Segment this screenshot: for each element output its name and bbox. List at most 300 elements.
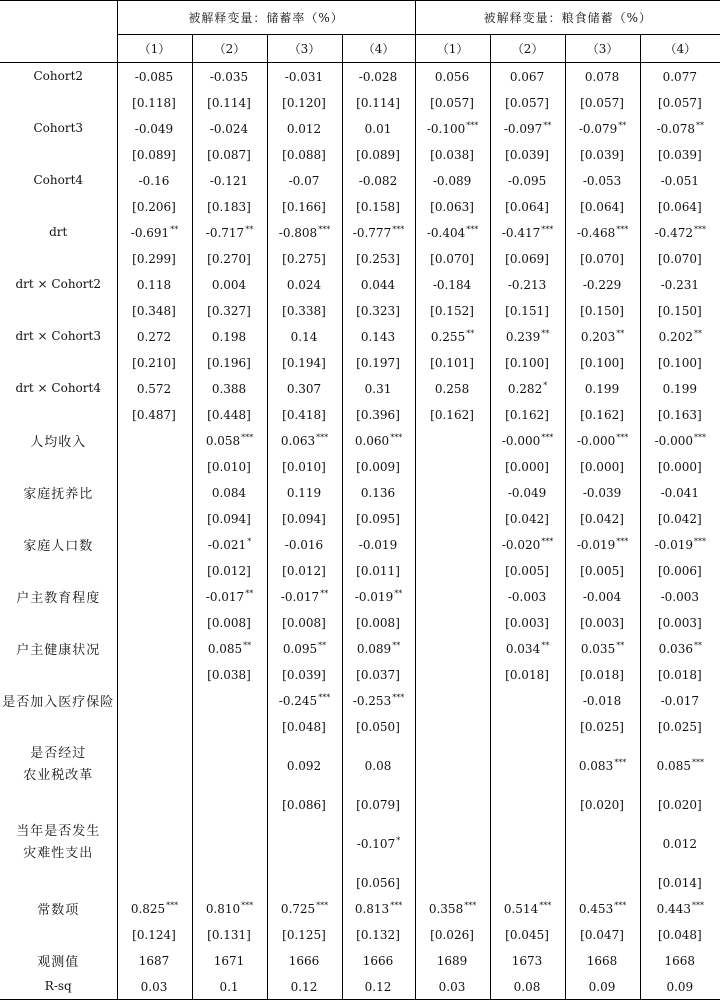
- cell-value: [0.000]: [580, 459, 624, 474]
- cell-value: [0.057]: [505, 95, 549, 110]
- row-label: [0, 401, 117, 427]
- value-cell: [117, 869, 192, 895]
- cell-value: [0.014]: [657, 875, 702, 890]
- column-header: （2）: [490, 35, 565, 63]
- cell-value: [0.003]: [657, 615, 702, 630]
- cell-value: 0.143: [360, 329, 396, 344]
- value-cell: [192, 817, 267, 869]
- row-label: [0, 713, 117, 739]
- value-cell: [267, 583, 342, 609]
- cell-value: -0.229: [582, 277, 622, 292]
- cell-value: [0.348]: [132, 303, 176, 318]
- cell-value: -0.028: [358, 69, 398, 84]
- value-cell: [415, 583, 490, 609]
- value-cell: [640, 895, 720, 921]
- value-cell: [565, 63, 640, 90]
- cell-value: [0.064]: [580, 199, 624, 214]
- value-cell: [490, 89, 565, 115]
- significance-stars: *: [543, 380, 548, 390]
- cell-value: [0.114]: [356, 95, 400, 110]
- value-cell: [117, 141, 192, 167]
- cell-value: 0.085: [207, 641, 243, 656]
- value-cell: [342, 739, 415, 791]
- value-cell: [117, 219, 192, 245]
- value-cell: [267, 557, 342, 583]
- value-cell: [342, 193, 415, 219]
- value-cell: [415, 63, 490, 90]
- value-cell: [267, 531, 342, 557]
- value-cell: [342, 89, 415, 115]
- value-cell: [192, 661, 267, 687]
- cell-value: [0.100]: [580, 355, 624, 370]
- value-cell: [640, 297, 720, 323]
- row-label: [0, 323, 117, 349]
- significance-stars: ***: [166, 900, 179, 910]
- value-cell: [640, 583, 720, 609]
- value-cell: [117, 375, 192, 401]
- value-cell: [342, 791, 415, 817]
- row-label: [0, 193, 117, 219]
- significance-stars: **: [616, 640, 625, 650]
- table-row: [0, 557, 720, 583]
- value-cell: [192, 141, 267, 167]
- cell-value: 0.067: [509, 69, 545, 84]
- value-cell: [490, 687, 565, 713]
- value-cell: [267, 895, 342, 921]
- significance-stars: ***: [541, 536, 554, 546]
- value-cell: [640, 141, 720, 167]
- value-cell: [640, 973, 720, 1000]
- value-cell: [490, 609, 565, 635]
- cell-value: [0.396]: [356, 407, 400, 422]
- value-cell: [490, 947, 565, 973]
- value-cell: [117, 531, 192, 557]
- value-cell: [565, 453, 640, 479]
- value-cell: [267, 375, 342, 401]
- group-header-savings-rate: 被解释变量：储蓄率（%）: [117, 1, 415, 35]
- value-cell: [117, 63, 192, 90]
- cell-value: 1671: [213, 953, 245, 968]
- value-cell: [342, 323, 415, 349]
- row-label-line: drt: [49, 225, 68, 239]
- value-cell: [565, 817, 640, 869]
- significance-stars: ***: [616, 224, 629, 234]
- cell-value: [0.152]: [430, 303, 474, 318]
- row-label: [0, 89, 117, 115]
- cell-value: -0.472: [654, 225, 693, 240]
- value-cell: [192, 245, 267, 271]
- value-cell: [640, 609, 720, 635]
- value-cell: [192, 401, 267, 427]
- value-cell: [117, 583, 192, 609]
- cell-value: 1673: [511, 953, 543, 968]
- value-cell: [565, 869, 640, 895]
- cell-value: [0.025]: [580, 719, 624, 734]
- row-label-line: Cohort4: [33, 173, 84, 187]
- cell-value: [0.009]: [356, 459, 400, 474]
- table-row: [0, 297, 720, 323]
- cell-value: [0.008]: [356, 615, 400, 630]
- value-cell: [565, 401, 640, 427]
- value-cell: [640, 245, 720, 271]
- table-row: [0, 193, 720, 219]
- value-cell: [192, 973, 267, 1000]
- cell-value: -0.018: [582, 693, 622, 708]
- cell-value: [0.018]: [505, 667, 549, 682]
- cell-value: 0.01: [364, 121, 392, 136]
- value-cell: [267, 635, 342, 661]
- value-cell: [565, 323, 640, 349]
- cell-value: -0.404: [426, 225, 466, 240]
- value-cell: [565, 687, 640, 713]
- value-cell: [415, 817, 490, 869]
- value-cell: [342, 973, 415, 1000]
- cell-value: -0.049: [507, 485, 547, 500]
- column-header: （3）: [565, 35, 640, 63]
- cell-value: -0.468: [576, 225, 616, 240]
- cell-value: 0.004: [211, 277, 247, 292]
- value-cell: [415, 687, 490, 713]
- cell-value: 1668: [664, 953, 696, 968]
- cell-value: [0.047]: [580, 927, 624, 942]
- column-header: （3）: [267, 35, 342, 63]
- cell-value: 0.255: [430, 329, 466, 344]
- value-cell: [640, 89, 720, 115]
- value-cell: [565, 713, 640, 739]
- cell-value: 0.725: [280, 901, 316, 916]
- cell-value: -0.021: [207, 537, 247, 552]
- value-cell: [640, 505, 720, 531]
- table-row: [0, 427, 720, 453]
- cell-value: -0.053: [582, 173, 622, 188]
- row-label: [0, 947, 117, 973]
- cell-value: -0.691: [130, 225, 170, 240]
- cell-value: [0.270]: [207, 251, 251, 266]
- significance-stars: **: [392, 640, 401, 650]
- cell-value: [0.006]: [657, 563, 702, 578]
- cell-value: [0.089]: [132, 147, 176, 162]
- cell-value: -0.16: [138, 173, 170, 188]
- value-cell: [117, 921, 192, 947]
- table-row: [0, 921, 720, 947]
- cell-value: [0.120]: [282, 95, 326, 110]
- value-cell: [342, 557, 415, 583]
- significance-stars: ***: [694, 224, 706, 234]
- value-cell: [192, 583, 267, 609]
- cell-value: [0.063]: [430, 199, 474, 214]
- value-cell: [490, 401, 565, 427]
- value-cell: [342, 453, 415, 479]
- row-label-line: 灾难性支出: [23, 846, 94, 861]
- value-cell: [640, 921, 720, 947]
- value-cell: [117, 167, 192, 193]
- cell-value: -0.717: [205, 225, 245, 240]
- value-cell: [267, 219, 342, 245]
- cell-value: [0.048]: [282, 719, 326, 734]
- header-row-groups: [0, 1, 720, 35]
- cell-value: 0.203: [580, 329, 616, 344]
- cell-value: 0.092: [286, 758, 322, 773]
- cell-value: 0.119: [286, 485, 322, 500]
- value-cell: [267, 739, 342, 791]
- value-cell: [415, 661, 490, 687]
- cell-value: -0.078: [656, 121, 695, 136]
- cell-value: -0.016: [284, 537, 324, 552]
- value-cell: [192, 739, 267, 791]
- cell-value: -0.020: [501, 537, 541, 552]
- value-cell: [117, 817, 192, 869]
- row-label: [0, 349, 117, 375]
- table-row: [0, 167, 720, 193]
- significance-stars: ***: [616, 536, 629, 546]
- value-cell: [342, 635, 415, 661]
- significance-stars: **: [618, 120, 627, 130]
- value-cell: [565, 947, 640, 973]
- cell-value: [0.003]: [580, 615, 624, 630]
- cell-value: [0.037]: [356, 667, 400, 682]
- cell-value: 0.825: [130, 901, 166, 916]
- cell-value: 0.077: [662, 69, 697, 84]
- cell-value: 0.12: [290, 979, 318, 994]
- cell-value: [0.011]: [356, 563, 400, 578]
- value-cell: [117, 505, 192, 531]
- value-cell: [117, 739, 192, 791]
- cell-value: [0.005]: [580, 563, 624, 578]
- cell-value: [0.100]: [657, 355, 702, 370]
- value-cell: [342, 479, 415, 505]
- value-cell: [415, 427, 490, 453]
- value-cell: [415, 895, 490, 921]
- cell-value: [0.042]: [657, 511, 702, 526]
- value-cell: [117, 895, 192, 921]
- value-cell: [565, 635, 640, 661]
- value-cell: [565, 973, 640, 1000]
- row-label-line: 是否加入医疗保险: [2, 694, 115, 710]
- row-label: [0, 245, 117, 271]
- table-row: [0, 609, 720, 635]
- value-cell: [342, 401, 415, 427]
- value-cell: [415, 713, 490, 739]
- significance-stars: **: [693, 640, 702, 650]
- value-cell: [267, 479, 342, 505]
- value-cell: [267, 271, 342, 297]
- value-cell: [267, 167, 342, 193]
- row-label: [0, 895, 117, 921]
- row-label-line: 常数项: [37, 902, 80, 918]
- value-cell: [415, 167, 490, 193]
- cell-value: -0.097: [503, 121, 543, 136]
- column-header: （1）: [415, 35, 490, 63]
- cell-value: [0.000]: [657, 459, 702, 474]
- cell-value: [0.094]: [282, 511, 326, 526]
- value-cell: [342, 349, 415, 375]
- value-cell: [490, 375, 565, 401]
- value-cell: [192, 167, 267, 193]
- value-cell: [490, 349, 565, 375]
- row-label-line: 观测值: [37, 954, 80, 970]
- cell-value: [0.020]: [580, 797, 624, 812]
- table-row: [0, 687, 720, 713]
- significance-stars: ***: [241, 432, 254, 442]
- value-cell: [267, 349, 342, 375]
- cell-value: 0.044: [360, 277, 396, 292]
- value-cell: [415, 479, 490, 505]
- significance-stars: **: [541, 640, 550, 650]
- cell-value: 0.024: [286, 277, 322, 292]
- value-cell: [342, 583, 415, 609]
- value-cell: [640, 115, 720, 141]
- cell-value: [0.069]: [505, 251, 549, 266]
- value-cell: [192, 531, 267, 557]
- cell-value: [0.064]: [657, 199, 702, 214]
- cell-value: 0.514: [503, 901, 539, 916]
- value-cell: [192, 453, 267, 479]
- value-cell: [415, 297, 490, 323]
- cell-value: [0.253]: [356, 251, 400, 266]
- row-label: [0, 167, 117, 193]
- value-cell: [565, 141, 640, 167]
- cell-value: -0.024: [209, 121, 249, 136]
- cell-value: 0.813: [354, 901, 390, 916]
- cell-value: 0.239: [505, 329, 541, 344]
- table-row: [0, 453, 720, 479]
- cell-value: [0.158]: [356, 199, 400, 214]
- row-label: [0, 505, 117, 531]
- cell-value: -0.089: [432, 173, 472, 188]
- cell-value: [0.275]: [282, 251, 326, 266]
- significance-stars: ***: [691, 757, 704, 767]
- table-row: [0, 89, 720, 115]
- significance-stars: **: [245, 224, 254, 234]
- value-cell: [192, 375, 267, 401]
- cell-value: [0.070]: [430, 251, 474, 266]
- cell-value: 0.08: [364, 758, 392, 773]
- value-cell: [490, 63, 565, 90]
- row-label: [0, 921, 117, 947]
- cell-value: [0.327]: [207, 303, 251, 318]
- table-body: [0, 63, 720, 1000]
- value-cell: [565, 895, 640, 921]
- value-cell: [267, 453, 342, 479]
- value-cell: [565, 583, 640, 609]
- cell-value: [0.086]: [282, 797, 326, 812]
- value-cell: [490, 505, 565, 531]
- cell-value: 0.388: [211, 381, 247, 396]
- cell-value: 0.03: [438, 979, 466, 994]
- cell-value: 0.012: [286, 121, 322, 136]
- significance-stars: ***: [464, 900, 477, 910]
- cell-value: 0.058: [205, 433, 241, 448]
- cell-value: 0.307: [286, 381, 322, 396]
- row-label-line: 人均收入: [30, 434, 87, 450]
- value-cell: [117, 349, 192, 375]
- value-cell: [490, 323, 565, 349]
- cell-value: 0.036: [658, 641, 693, 656]
- row-label: [0, 739, 117, 791]
- significance-stars: ***: [392, 224, 405, 234]
- cell-value: 0.272: [136, 329, 172, 344]
- cell-value: [0.206]: [132, 199, 176, 214]
- value-cell: [342, 687, 415, 713]
- cell-value: -0.017: [280, 589, 320, 604]
- cell-value: 0.199: [662, 381, 697, 396]
- cell-value: [0.042]: [580, 511, 624, 526]
- table-row: [0, 63, 720, 90]
- significance-stars: ***: [466, 224, 479, 234]
- cell-value: 0.09: [666, 979, 694, 994]
- table-row: [0, 271, 720, 297]
- value-cell: [342, 245, 415, 271]
- value-cell: [415, 557, 490, 583]
- row-label: [0, 219, 117, 245]
- cell-value: 0.03: [140, 979, 168, 994]
- cell-value: 0.034: [505, 641, 541, 656]
- value-cell: [267, 115, 342, 141]
- value-cell: [565, 219, 640, 245]
- value-cell: [342, 427, 415, 453]
- value-cell: [415, 193, 490, 219]
- value-cell: [415, 401, 490, 427]
- value-cell: [565, 89, 640, 115]
- cell-value: [0.010]: [282, 459, 326, 474]
- significance-stars: ***: [392, 692, 405, 702]
- cell-value: 0.198: [211, 329, 247, 344]
- value-cell: [192, 89, 267, 115]
- value-cell: [415, 531, 490, 557]
- value-cell: [342, 141, 415, 167]
- value-cell: [490, 167, 565, 193]
- cell-value: [0.048]: [657, 927, 702, 942]
- table-row: [0, 817, 720, 869]
- significance-stars: **: [543, 120, 552, 130]
- value-cell: [267, 427, 342, 453]
- cell-value: 1668: [586, 953, 618, 968]
- value-cell: [490, 635, 565, 661]
- significance-stars: ***: [390, 900, 403, 910]
- value-cell: [117, 297, 192, 323]
- value-cell: [565, 297, 640, 323]
- value-cell: [490, 791, 565, 817]
- row-label: [0, 817, 117, 869]
- value-cell: [640, 687, 720, 713]
- cell-value: 0.1: [219, 979, 239, 994]
- value-cell: [565, 557, 640, 583]
- cell-value: [0.166]: [282, 199, 326, 214]
- table-row: [0, 947, 720, 973]
- significance-stars: **: [318, 640, 327, 650]
- variable-header-cell: [0, 1, 117, 63]
- row-label: [0, 531, 117, 557]
- cell-value: [0.050]: [356, 719, 400, 734]
- value-cell: [192, 791, 267, 817]
- value-cell: [192, 193, 267, 219]
- value-cell: [192, 557, 267, 583]
- cell-value: 0.136: [360, 485, 396, 500]
- cell-value: 1666: [288, 953, 320, 968]
- cell-value: -0.051: [660, 173, 699, 188]
- value-cell: [267, 817, 342, 869]
- value-cell: [565, 479, 640, 505]
- cell-value: 0.443: [656, 901, 691, 916]
- cell-value: [0.042]: [505, 511, 549, 526]
- cell-value: -0.100: [426, 121, 466, 136]
- cell-value: 0.118: [136, 277, 172, 292]
- value-cell: [117, 427, 192, 453]
- value-cell: [267, 687, 342, 713]
- value-cell: [640, 323, 720, 349]
- cell-value: [0.039]: [580, 147, 624, 162]
- table-row: [0, 713, 720, 739]
